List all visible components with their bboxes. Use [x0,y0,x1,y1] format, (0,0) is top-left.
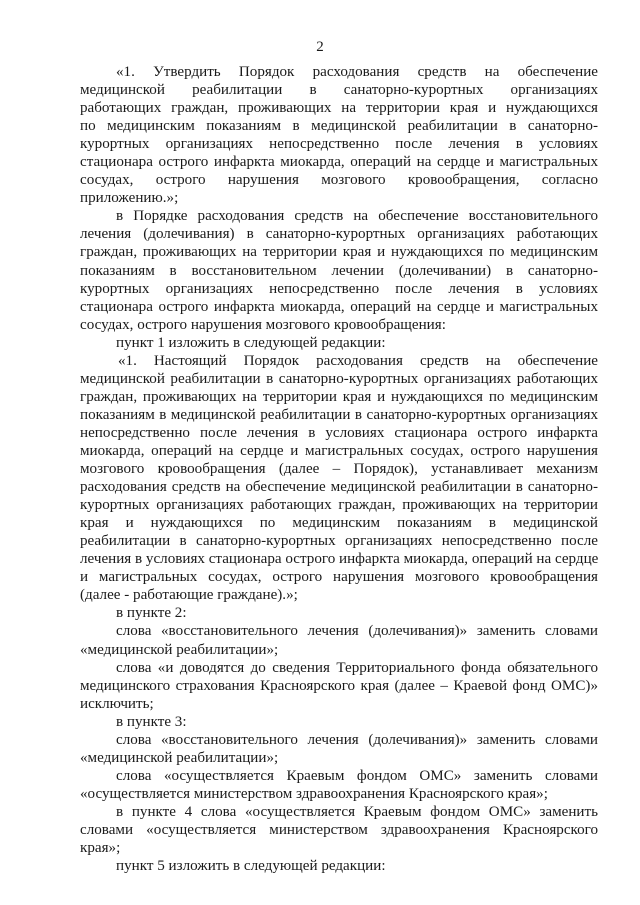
text-line: курортных организациях непосредственно после лечения в условиях [80,280,598,297]
text-line: медицинской реабилитации в санаторно-курортных организациях [80,82,598,99]
text-line: слова «восстановительного лечения (долечивания)» заменить словами [116,623,598,640]
text-line: стационара острого инфаркта миокарда, операций на сердце и магистральных [80,298,598,315]
text-line: «1. Утвердить Порядок расходования средств на обеспечение [116,64,598,80]
text-line: в пункте 3: [116,713,187,730]
text-line: курортных организациях работающих граждан, проживающих на территории [80,497,598,514]
text-line: расходования средств на обеспечение медицинской реабилитации в санаторно- [80,479,598,496]
text-line: лечения (долечивания) в санаторно-курортных организациях работающих [80,226,598,243]
text-line: слова «осуществляется Краевым фондом ОМС» заменить словами [116,767,598,784]
text-line: края и нуждающихся по медицинским показаниям в медицинской [80,515,598,532]
text-line: слова «и доводятся до сведения Территориального фонда обязательного [116,659,598,676]
text-line: (далее - работающие граждане).»; [80,587,298,604]
text-line: сосудах, острого нарушения мозгового кровообращения, согласно [80,172,598,189]
text-line: пункт 1 изложить в следующей редакции: [116,334,386,351]
text-line: и магистральных сосудах, острого нарушения мозгового кровообращения [80,569,598,586]
text-line: мозгового кровообращения (далее – Порядок), устанавливает механизм [80,461,598,478]
text-line: показаниям в восстановительном лечении (долечивании) в санаторно- [80,262,598,279]
text-line: словами «осуществляется министерством здравоохранения Красноярского [80,821,598,838]
text-line: по медицинским показаниям в медицинской реабилитации в санаторно- [80,118,598,135]
text-line: в Порядке расходования средств на обеспечение восстановительного [116,208,598,225]
text-line: края»; [80,840,121,857]
text-line: в пункте 2: [116,605,187,622]
text-line: исключить; [80,695,154,712]
text-line: лечения в условиях стационара острого инфаркта миокарда, операций на сердце [80,551,599,568]
text-line: «осуществляется министерством здравоохранения Красноярского края»; [80,785,548,802]
text-line: «медицинской реабилитации»; [80,641,279,658]
text-line: медицинской реабилитации в санаторно-курортных организациях работающих [80,370,598,387]
text-line: стационара острого инфаркта миокарда, операций на сердце и магистральных [80,154,598,171]
text-line: работающих граждан, проживающих на территории края и нуждающихся [80,100,598,117]
text-line: «1. Настоящий Порядок расходования средств на обеспечение [118,352,598,369]
text-line: показаниям в медицинской реабилитации в санаторно-курортных организациях [80,406,598,423]
text-line: приложению.»; [80,190,179,207]
text-line: пункт 5 изложить в следующей редакции: [116,858,386,875]
text-line: сосудах, острого нарушения мозгового кровообращения: [80,316,446,333]
text-line: непосредственно после лечения в условиях стационара острого инфаркта [80,424,598,441]
page-number: 2 [316,39,324,55]
text-line: в пункте 4 слова «осуществляется Краевым фондом ОМС» заменить [116,803,598,820]
text-line: реабилитации в санаторно-курортных организациях непосредственно после [80,533,598,550]
text-line: граждан, проживающих на территории края и нуждающихся по медицинским [80,244,598,261]
document-body [80,63,598,875]
text-line: «медицинской реабилитации»; [80,749,279,766]
text-line: курортных организациях непосредственно после лечения в условиях [80,136,598,153]
text-line: граждан, проживающих на территории края и нуждающихся по медицинским [80,388,598,405]
text-line: миокарда, операций на сердце и магистральных сосудах, острого нарушения [80,442,598,459]
text-line: слова «восстановительного лечения (долечивания)» заменить словами [116,731,598,748]
text-line: медицинского страхования Красноярского края (далее – Краевой фонд ОМС)» [80,677,598,694]
